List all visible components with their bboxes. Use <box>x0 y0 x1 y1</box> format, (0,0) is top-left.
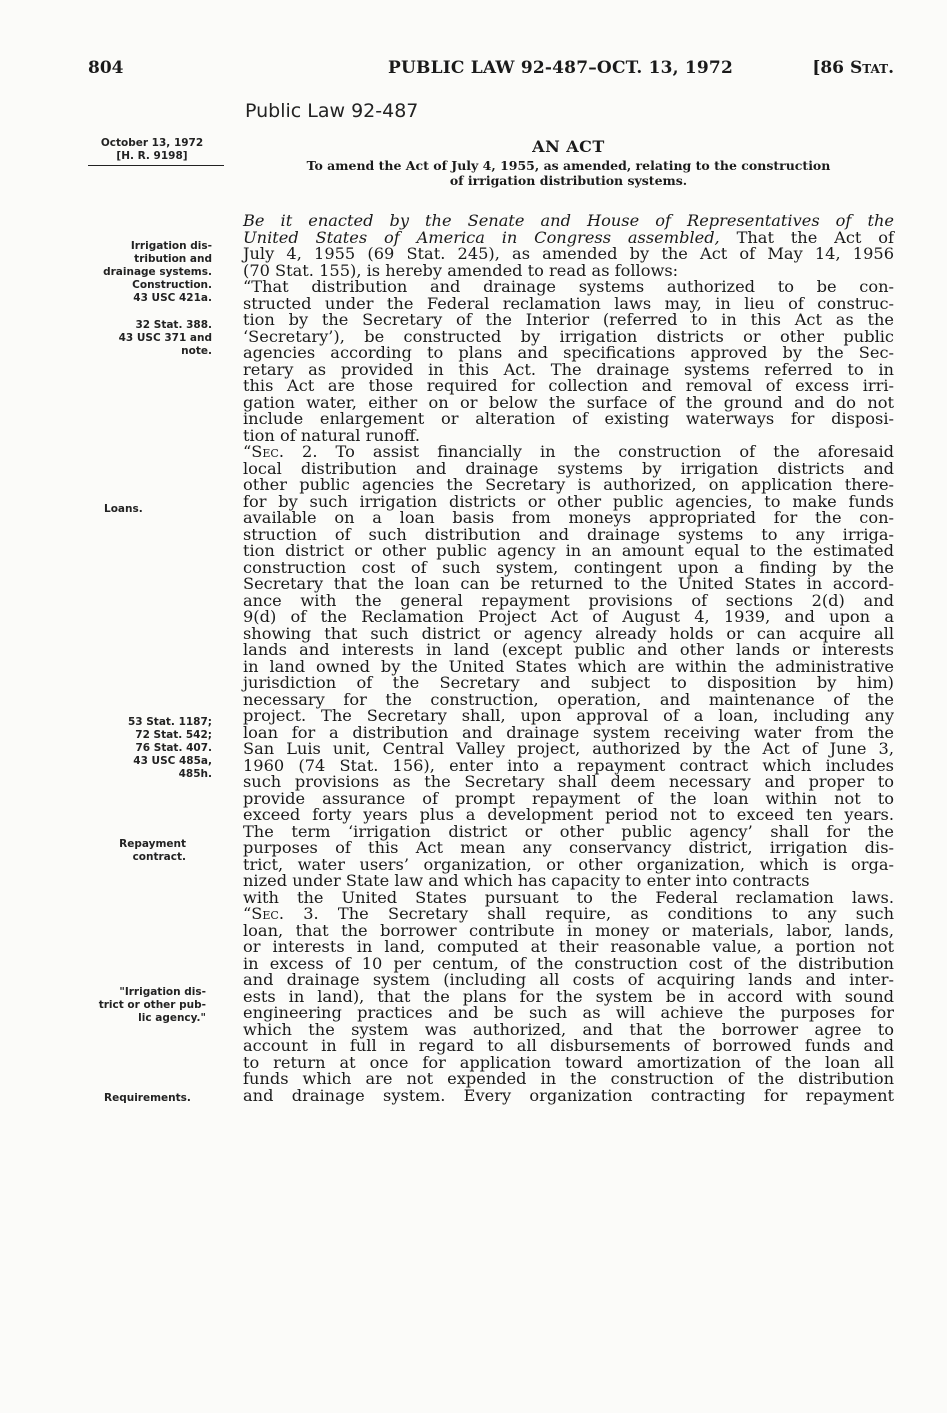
body-line: exceed forty years plus a development period not to exceed ten years. <box>243 805 894 824</box>
margin-note-stat32 <box>88 319 212 358</box>
body-line-text: That the Act of <box>719 227 895 247</box>
body-line: in land owned by the United States which are within the administrative <box>243 656 894 676</box>
act-body-text <box>243 213 894 1104</box>
body-line: ests in land), that the plans for the system be in accord with sound <box>243 986 894 1006</box>
margin-note-date <box>88 137 216 166</box>
body-line: include enlargement or alteration of existing waterways for disposi- <box>243 409 894 428</box>
margin-note-line: 43 USC 421a. <box>133 292 212 304</box>
body-line: provide assurance of prompt repayment of the loan within not to <box>243 788 894 808</box>
margin-note-line: tribution and <box>134 253 212 265</box>
margin-note-line: 32 Stat. 388. <box>135 319 212 331</box>
body-line: tion district or other public agency in an amount equal to the estimated <box>243 541 894 560</box>
body-line: and drainage system (including all costs of acquiring lands and inter- <box>243 970 894 989</box>
margin-note-line: 485h. <box>178 768 212 780</box>
body-line: and drainage system. Every organization contracting for repayment <box>243 1085 894 1105</box>
act-purpose <box>243 158 894 188</box>
margin-note-irrigation-definition <box>88 986 206 1025</box>
body-line: necessary for the construction, operation, and maintenance of the <box>243 689 894 709</box>
statute-reference <box>812 58 894 78</box>
stat-ref-prefix: [86 <box>812 58 850 78</box>
body-line: The term ‘irrigation district or other public agency’ shall for the <box>243 821 894 841</box>
body-line: construction cost of such system, contingent upon a finding by the <box>243 557 894 577</box>
margin-note-line: Loans. <box>104 503 143 515</box>
body-line: in excess of 10 per centum, of the construction cost of the distribution <box>243 953 894 973</box>
enacting-clause: United States of America in Congress assembled, <box>243 227 720 247</box>
margin-note-requirements <box>104 1092 246 1105</box>
body-line: “That distribution and drainage systems authorized to be con- <box>243 277 894 296</box>
margin-note-line: Requirements. <box>104 1092 191 1104</box>
body-line: local distribution and drainage systems by irrigation districts and <box>243 458 894 478</box>
margin-note-line: drainage systems. <box>103 266 212 278</box>
body-line: tion of natural runoff. <box>243 425 421 445</box>
body-line: (70 Stat. 155), is hereby amended to read as follows: <box>243 260 679 280</box>
margin-note-line: 43 USC 371 and <box>118 332 212 344</box>
page-number: 804 <box>88 58 124 78</box>
act-heading-block <box>243 137 894 188</box>
margin-note-line: Irrigation dis- <box>130 240 212 252</box>
body-line: this Act are those required for collection and removal of excess irri- <box>243 376 894 395</box>
body-line: other public agencies the Secretary is authorized, on application there- <box>243 475 894 494</box>
body-line: account in full in regard to all disbursements of borrowed funds and <box>243 1036 894 1055</box>
body-line: project. The Secretary shall, upon approval of a loan, including any <box>243 706 894 725</box>
running-title: PUBLIC LAW 92-487–OCT. 13, 1972 <box>388 58 733 78</box>
margin-note-stat53 <box>88 716 212 781</box>
body-line: “Sec. 3. The Secretary shall require, as conditions to any such <box>243 904 894 923</box>
body-line: for by such irrigation districts or other public agencies, to make funds <box>243 491 894 511</box>
body-line: or interests in land, computed at their reasonable value, a portion not <box>243 937 894 956</box>
margin-note-loans <box>104 503 246 516</box>
body-line: gation water, either on or below the surface of the ground and do not <box>243 392 894 412</box>
body-line: available on a loan basis from moneys appropriated for the con- <box>243 508 894 527</box>
margin-note-line: 53 Stat. 1187; <box>127 716 212 728</box>
act-heading: AN ACT <box>532 137 605 156</box>
margin-note-line: trict or other pub- <box>98 999 206 1011</box>
margin-note-line: 72 Stat. 542; <box>135 729 212 741</box>
body-line: July 4, 1955 (69 Stat. 245), as amended by the Act of May 14, 1956 <box>243 244 894 263</box>
public-law-title: Public Law 92-487 <box>245 100 419 122</box>
enacting-clause: Be it enacted by the Senate and House of Representatives of the <box>243 211 894 230</box>
stat-ref-word: Stat. <box>849 58 894 78</box>
margin-note-line: October 13, 1972 <box>100 137 204 149</box>
margin-note-line: lic agency." <box>138 1012 206 1024</box>
margin-note-line: Construction. <box>132 279 212 291</box>
body-line: 9(d) of the Reclamation Project Act of August 4, 1939, and upon a <box>243 607 894 626</box>
body-line: loan for a distribution and drainage system receiving water from the <box>243 722 894 742</box>
body-line: showing that such district or agency already holds or can acquire all <box>243 623 894 643</box>
body-line: such provisions as the Secretary shall deem necessary and proper to <box>243 772 894 791</box>
margin-note-repayment <box>88 838 186 864</box>
body-line: agencies according to plans and specifications approved by the Sec- <box>243 343 894 362</box>
body-line: purposes of this Act mean any conservancy district, irrigation dis- <box>243 838 894 857</box>
margin-rule <box>88 165 224 166</box>
body-line: trict, water users’ organization, or other organization, which is orga- <box>243 854 894 874</box>
body-line: structed under the Federal reclamation laws may, in lieu of construc- <box>243 293 894 313</box>
margin-note-line: "Irrigation dis- <box>119 986 206 998</box>
margin-note-line: note. <box>181 345 212 357</box>
body-line: funds which are not expended in the construction of the distribution <box>243 1069 894 1088</box>
body-line: lands and interests in land (except public and other lands or interests <box>243 640 894 659</box>
running-header <box>88 58 894 84</box>
body-line: which the system was authorized, and that the borrower agree to <box>243 1019 894 1039</box>
margin-note-line: Repayment <box>119 838 186 850</box>
body-line: loan, that the borrower contribute in money or materials, labor, lands, <box>243 920 894 940</box>
act-purpose-line: of irrigation distribution systems. <box>449 173 688 188</box>
body-line: jurisdiction of the Secretary and subject to disposition by him) <box>243 673 894 692</box>
body-line: to return at once for application toward amortization of the loan all <box>243 1052 894 1072</box>
margin-note-irrigation <box>88 240 212 305</box>
body-line: retary as provided in this Act. The drainage systems referred to in <box>243 359 894 379</box>
body-line: ance with the general repayment provisions of sections 2(d) and <box>243 590 894 610</box>
body-line: Secretary that the loan can be returned to the United States in accord- <box>243 574 894 593</box>
margin-note-line: [H. R. 9198] <box>116 150 188 162</box>
body-line: tion by the Secretary of the Interior (referred to in this Act as the <box>243 310 894 329</box>
body-line: 1960 (74 Stat. 156), enter into a repayment contract which includes <box>243 755 894 775</box>
body-line: San Luis unit, Central Valley project, authorized by the Act of June 3, <box>243 739 894 758</box>
margin-note-line: contract. <box>132 851 186 863</box>
act-purpose-line: To amend the Act of July 4, 1955, as amended, relating to the construction <box>306 158 831 173</box>
body-line: with the United States pursuant to the Federal reclamation laws. <box>243 887 894 907</box>
body-line: ‘Secretary’), be constructed by irrigation districts or other public <box>243 326 894 346</box>
body-line: engineering practices and be such as will achieve the purposes for <box>243 1003 894 1022</box>
body-line: nized under State law and which has capacity to enter into contracts <box>243 871 810 890</box>
margin-note-line: 76 Stat. 407. <box>135 742 212 754</box>
margin-note-line: 43 USC 485a, <box>133 755 212 767</box>
body-line: “Sec. 2. To assist financially in the construction of the aforesaid <box>243 442 894 461</box>
body-line: struction of such distribution and drainage systems to any irriga- <box>243 524 894 544</box>
